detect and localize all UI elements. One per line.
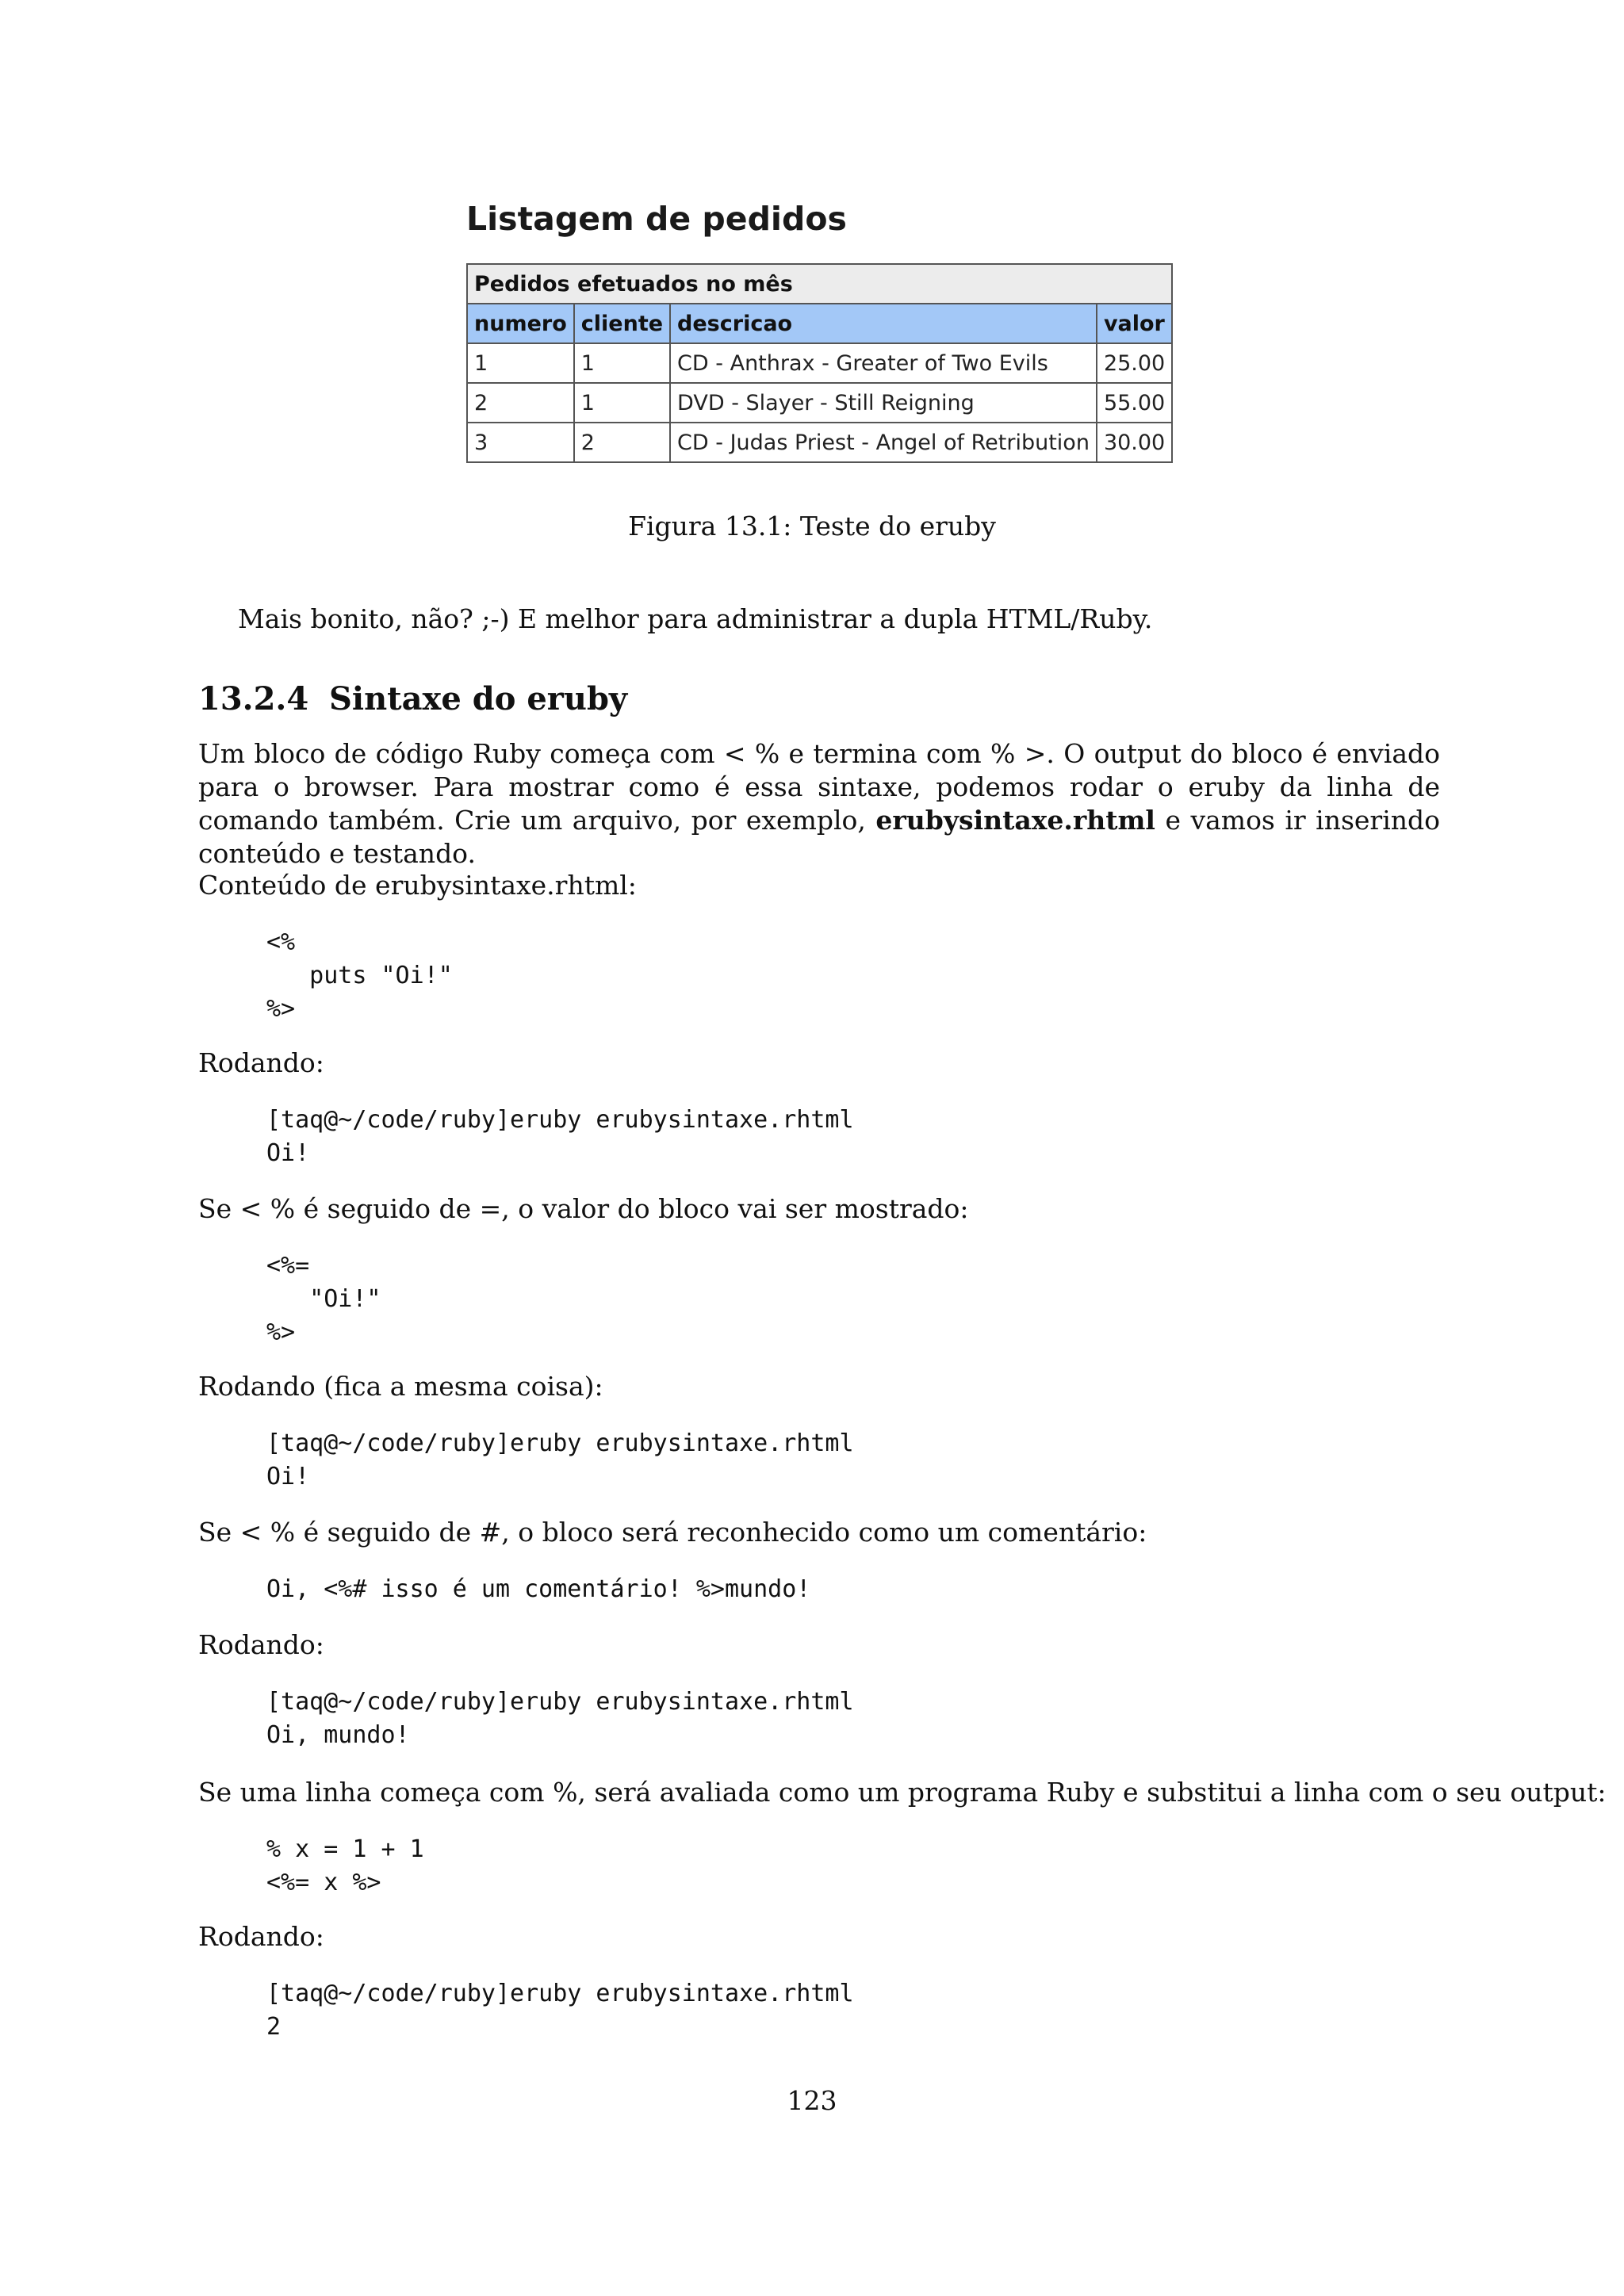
running-label: Rodando (fica a mesma coisa): — [198, 1371, 603, 1402]
table-header-row — [467, 304, 1172, 343]
comment-paragraph: Se < % é seguido de #, o bloco será reconhecido como um comentário: — [198, 1517, 1147, 1548]
header-numero: numero — [467, 304, 574, 343]
cell-descricao: DVD - Slayer - Still Reigning — [670, 383, 1097, 423]
header-descricao: descricao — [670, 304, 1097, 343]
orders-table — [466, 263, 1173, 463]
output-block: [taq@~/code/ruby]eruby erubysintaxe.rhtml Oi! — [266, 1106, 854, 1167]
output-block: [taq@~/code/ruby]eruby erubysintaxe.rhtml 2 — [266, 1980, 854, 2041]
percent-paragraph: Se uma linha começa com %, será avaliada como um programa Ruby e substitui a linha com o seu output: — [198, 1777, 1607, 1808]
intro-paragraph: Mais bonito, não? ;-) E melhor para administrar a dupla HTML/Ruby. — [238, 603, 1153, 634]
output-block: [taq@~/code/ruby]eruby erubysintaxe.rhtml Oi! — [266, 1429, 854, 1490]
header-valor: valor — [1097, 304, 1172, 343]
cell-descricao: CD - Anthrax - Greater of Two Evils — [670, 343, 1097, 383]
table-row — [467, 423, 1172, 462]
syntax-text-start: Um bloco de código Ruby começa com < % e termina com % >. O output do bloco é enviado para o browser. Para mostrar como é essa sintaxe, podemos rodar o eruby da linha de comando também. Crie um arquivo, por exemplo, — [198, 738, 1440, 836]
table-caption-row — [467, 264, 1172, 304]
cell-valor: 55.00 — [1097, 383, 1172, 423]
code-block-equals: <%= "Oi!" %> — [266, 1252, 381, 1346]
filename-bold: erubysintaxe.rhtml — [875, 805, 1155, 836]
cell-numero: 1 — [467, 343, 574, 383]
code-block-percent: % x = 1 + 1 <%= x %> — [266, 1835, 424, 1896]
running-label: Rodando: — [198, 1047, 324, 1078]
output-block: [taq@~/code/ruby]eruby erubysintaxe.rhtml Oi, mundo! — [266, 1688, 854, 1749]
header-cliente: cliente — [574, 304, 670, 343]
cell-numero: 3 — [467, 423, 574, 462]
section-title: Sintaxe do eruby — [329, 680, 628, 718]
table-row — [467, 383, 1172, 423]
equals-paragraph: Se < % é seguido de =, o valor do bloco vai ser mostrado: — [198, 1193, 969, 1224]
cell-cliente: 1 — [574, 383, 670, 423]
code-block-comment: Oi, <%# isso é um comentário! %>mundo! — [266, 1575, 811, 1603]
running-label: Rodando: — [198, 1921, 324, 1952]
page-number: 123 — [787, 2085, 837, 2116]
cell-numero: 2 — [467, 383, 574, 423]
cell-descricao: CD - Judas Priest - Angel of Retribution — [670, 423, 1097, 462]
syntax-text-end: e vamos ir inserindo conteúdo e testando. — [198, 805, 1440, 869]
cell-cliente: 2 — [574, 423, 670, 462]
table-caption: Pedidos efetuados no mês — [467, 264, 1172, 304]
section-heading — [198, 680, 627, 718]
cell-valor: 30.00 — [1097, 423, 1172, 462]
figure-heading: Listagem de pedidos — [466, 200, 847, 238]
running-label: Rodando: — [198, 1629, 324, 1660]
table-row — [467, 343, 1172, 383]
figure-caption: Figura 13.1: Teste do eruby — [628, 511, 996, 541]
code-block-puts: <% puts "Oi!" %> — [266, 928, 453, 1023]
section-number: 13.2.4 — [198, 680, 309, 718]
syntax-paragraph — [198, 737, 1440, 871]
cell-valor: 25.00 — [1097, 343, 1172, 383]
cell-cliente: 1 — [574, 343, 670, 383]
content-label: Conteúdo de erubysintaxe.rhtml: — [198, 870, 637, 901]
